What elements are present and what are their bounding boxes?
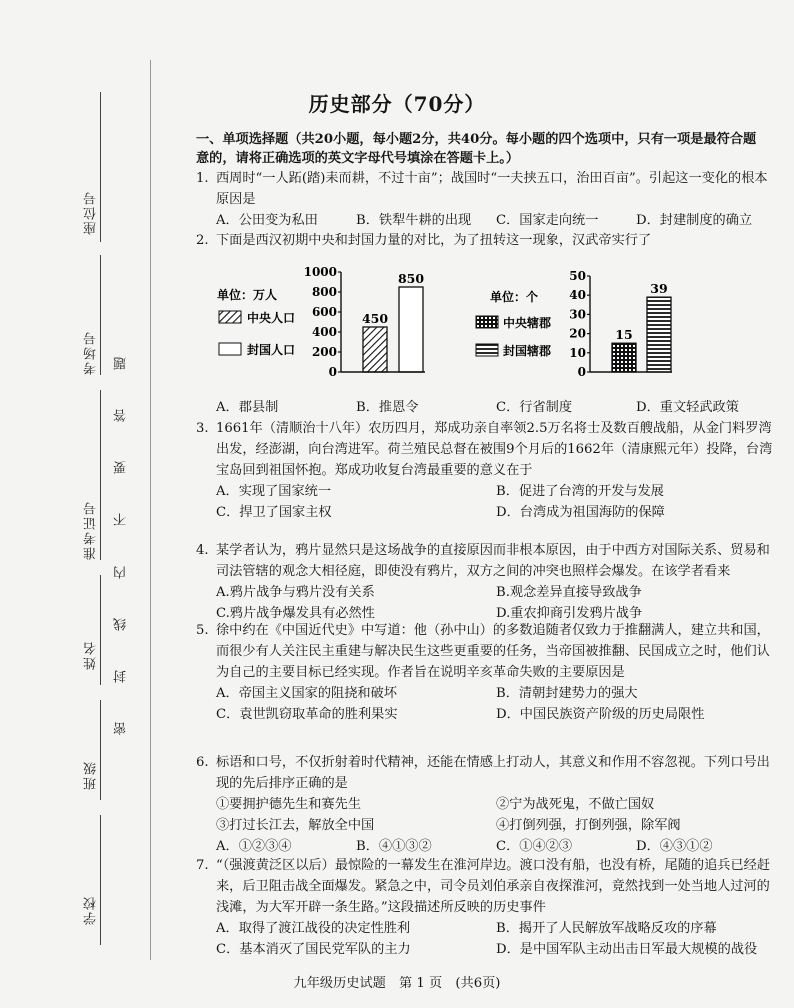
question-5 — [196, 620, 776, 725]
population-chart — [215, 262, 435, 392]
question-2 — [196, 230, 776, 251]
sealed-notice — [112, 355, 136, 735]
slogans — [216, 794, 776, 836]
options — [216, 836, 776, 857]
tick-label: 0 — [328, 365, 337, 379]
school-label: 学校 — [84, 895, 99, 925]
commandery-chart — [472, 268, 682, 392]
question-3 — [196, 418, 776, 523]
notice-char: 答 — [114, 407, 129, 423]
option-d[interactable]: D．中国民族资产阶级的历史局限性 — [496, 707, 705, 722]
option-a[interactable]: A．公田变为私田 — [216, 213, 318, 228]
page-footer: 九年级历史试题 第 1 页 (共6页) — [293, 976, 501, 991]
option-c[interactable]: C.鸦片战争爆发具有必然性 — [216, 606, 375, 621]
option-b[interactable]: B．铁犁牛耕的出现 — [356, 213, 472, 228]
question-1 — [196, 168, 776, 231]
tick-label: 50 — [569, 269, 586, 283]
question-stem: 下面是西汉初期中央和封国力量的对比，为了扭转这一现象，汉武帝实行了 — [216, 233, 652, 248]
question-number: 4. — [196, 543, 209, 558]
notice-char: 要 — [114, 459, 129, 475]
name-underline — [100, 575, 101, 685]
option-b[interactable]: B．推恩令 — [356, 400, 419, 415]
seat-label: 座位号 — [84, 190, 99, 235]
option-c[interactable]: C．基本消灭了国民党军队的主力 — [216, 942, 411, 957]
option-a[interactable]: A．郡县制 — [216, 400, 279, 415]
question-2-options — [196, 397, 776, 418]
legend-label: 中央辖郡 — [503, 316, 552, 330]
option-b[interactable]: B．清朝封建势力的强大 — [496, 686, 638, 701]
tick-label: 10 — [569, 345, 586, 360]
admission-underline — [100, 390, 101, 560]
options — [216, 397, 776, 418]
question-stem: 某学者认为，鸦片显然只是这场战争的直接原因而非根本原因，由于中西方对国际关系、贸易和司法管辖的观念大相径庭，即使没有鸦片，双方之间的冲突也照样会爆发。在该学者看来 — [216, 543, 770, 579]
bar — [399, 287, 423, 372]
legend-swatch — [476, 344, 498, 356]
question-stem: 标语和口号，不仅折射着时代精神，还能在情感上打动人，其意义和作用不容忽视。下列口号出现的先后排序正确的是 — [216, 755, 770, 791]
notice-char: 线 — [114, 615, 129, 631]
question-number: 2. — [196, 233, 209, 248]
section-heading: 一、单项选择题（共20小题，每小题2分，共40分。每小题的四个选项中，只有一项是最符合题意的，请将正确选项的英文字母代号填涂在答题卡上。） — [196, 132, 757, 166]
option-d[interactable]: D.重农抑商引发鸦片战争 — [496, 606, 643, 621]
option-c[interactable]: C．袁世凯窃取革命的胜利果实 — [216, 707, 398, 722]
option-a[interactable]: A．实现了国家统一 — [216, 484, 332, 499]
bar — [612, 343, 636, 372]
page-title: 历史部分（70分） — [308, 92, 486, 116]
data-label: 850 — [397, 271, 425, 286]
unit-label: 单位：万人 — [217, 288, 278, 302]
slogan-1: ①要拥护德先生和赛先生 — [216, 797, 362, 812]
unit-label: 单位：个 — [490, 290, 539, 304]
question-number: 7. — [196, 858, 209, 873]
option-b[interactable]: B．④①③② — [356, 839, 432, 854]
option-c[interactable]: C．①④②③ — [496, 839, 573, 854]
tick-label: 600 — [311, 305, 337, 319]
option-c[interactable]: C．行省制度 — [496, 400, 573, 415]
exam-room-underline — [100, 255, 101, 375]
exam-room-label: 考场号 — [84, 330, 99, 375]
tick-label: 800 — [311, 285, 337, 299]
notice-char: 不 — [114, 511, 129, 527]
option-d[interactable]: D．重文轻武政策 — [636, 400, 739, 415]
question-number: 3. — [196, 421, 209, 436]
options — [216, 210, 776, 231]
option-d[interactable]: D．是中国军队主动出击日军最大规模的战役 — [496, 942, 758, 957]
tick-label: 400 — [311, 325, 337, 339]
options — [216, 582, 776, 624]
admission-label: 准考证号 — [84, 500, 99, 560]
data-label: 15 — [615, 327, 633, 343]
school-underline — [100, 815, 101, 945]
name-label: 姓名 — [84, 640, 99, 670]
slogan-2: ②宁为战死鬼，不做亡国奴 — [496, 797, 655, 812]
question-stem: 1661年（清顺治十八年）农历四月，郑成功亲自率领2.5万名将士及数百艘战船，从金门料罗湾出发，经澎湖，向台湾进军。荷兰殖民总督在被围9个月后的1662年（清康熙元年）投降，台湾宝岛回到祖国怀抱。郑成功收复台湾最重要的意义在于 — [216, 421, 773, 478]
question-stem: 西周时“一人跖(踏)耒而耕，不过十亩”；战国时“一夫挟五口，治田百亩”。引起这一变化的根本原因是 — [216, 171, 768, 207]
question-6 — [196, 752, 776, 857]
data-label: 39 — [650, 281, 668, 297]
question-number: 6. — [196, 755, 209, 770]
option-a[interactable]: A．①②③④ — [216, 839, 292, 854]
question-4 — [196, 540, 776, 624]
question-stem: 徐中约在《中国近代史》中写道：他（孙中山）的多数追随者仅致力于推翻满人，建立共和国，而很少有人关注民主重建与解决民生这些更重要的任务，当帝国被推翻、民国成立之时，他们认为自己的主要目标已经实现。作者旨在说明辛亥革命失败的主要原因是 — [216, 623, 770, 680]
option-d[interactable]: D．封建制度的确立 — [636, 213, 753, 228]
option-d[interactable]: D．④③①② — [636, 839, 713, 854]
options — [216, 683, 776, 725]
bar — [647, 297, 671, 372]
notice-char: 题 — [114, 355, 129, 371]
option-b[interactable]: B．促进了台湾的开发与发展 — [496, 484, 664, 499]
data-label: 450 — [361, 311, 389, 326]
binding-line — [150, 60, 151, 960]
option-c[interactable]: C．国家走向统一 — [496, 213, 599, 228]
legend-label: 封国人口 — [247, 343, 296, 357]
legend-swatch — [219, 343, 241, 355]
options — [216, 918, 776, 960]
class-label: 班级 — [84, 760, 99, 790]
question-7 — [196, 855, 776, 960]
legend-label: 中央人口 — [247, 311, 296, 325]
notice-char: 内 — [114, 563, 129, 579]
option-a[interactable]: A．帝国主义国家的阻挠和破坏 — [216, 686, 397, 701]
tick-label: 40 — [569, 288, 586, 303]
tick-label: 30 — [569, 307, 586, 322]
question-number: 1. — [196, 171, 209, 186]
notice-char: 封 — [114, 667, 129, 683]
tick-label: 20 — [569, 326, 586, 341]
option-a[interactable]: A．取得了渡江战役的决定性胜利 — [216, 921, 411, 936]
legend-swatch — [219, 311, 241, 323]
legend-label: 封国辖郡 — [503, 344, 552, 358]
legend-swatch — [476, 316, 498, 328]
slogan-4: ④打倒列强，打倒列强，除军阀 — [496, 818, 681, 833]
bar — [363, 327, 387, 372]
option-a[interactable]: A.鸦片战争与鸦片没有关系 — [216, 585, 375, 600]
notice-char: 密 — [114, 720, 129, 735]
question-stem: “（强渡黄泛区以后）最惊险的一幕发生在淮河岸边。渡口没有船，也没有桥，尾随的追兵已经赶来，后卫阻击战全面爆发。紧急之中，司令员刘伯承亲自夜探淮河，竟然找到一处当地人过河的浅滩，为大军开辟一条生路。”这段描述所反映的历史事件 — [216, 858, 771, 915]
question-number: 5. — [196, 623, 209, 638]
option-d[interactable]: D．台湾成为祖国海防的保障 — [496, 505, 665, 520]
option-b[interactable]: B．揭开了人民解放军战略反攻的序幕 — [496, 921, 717, 936]
option-c[interactable]: C．捍卫了国家主权 — [216, 505, 332, 520]
tick-label: 0 — [577, 365, 586, 379]
tick-label: 200 — [311, 345, 337, 359]
class-underline — [100, 700, 101, 800]
slogan-3: ③打过长江去，解放全中国 — [216, 818, 375, 833]
tick-label: 1000 — [303, 265, 337, 279]
option-b[interactable]: B.观念差异直接导致战争 — [496, 585, 642, 600]
options — [216, 481, 776, 523]
